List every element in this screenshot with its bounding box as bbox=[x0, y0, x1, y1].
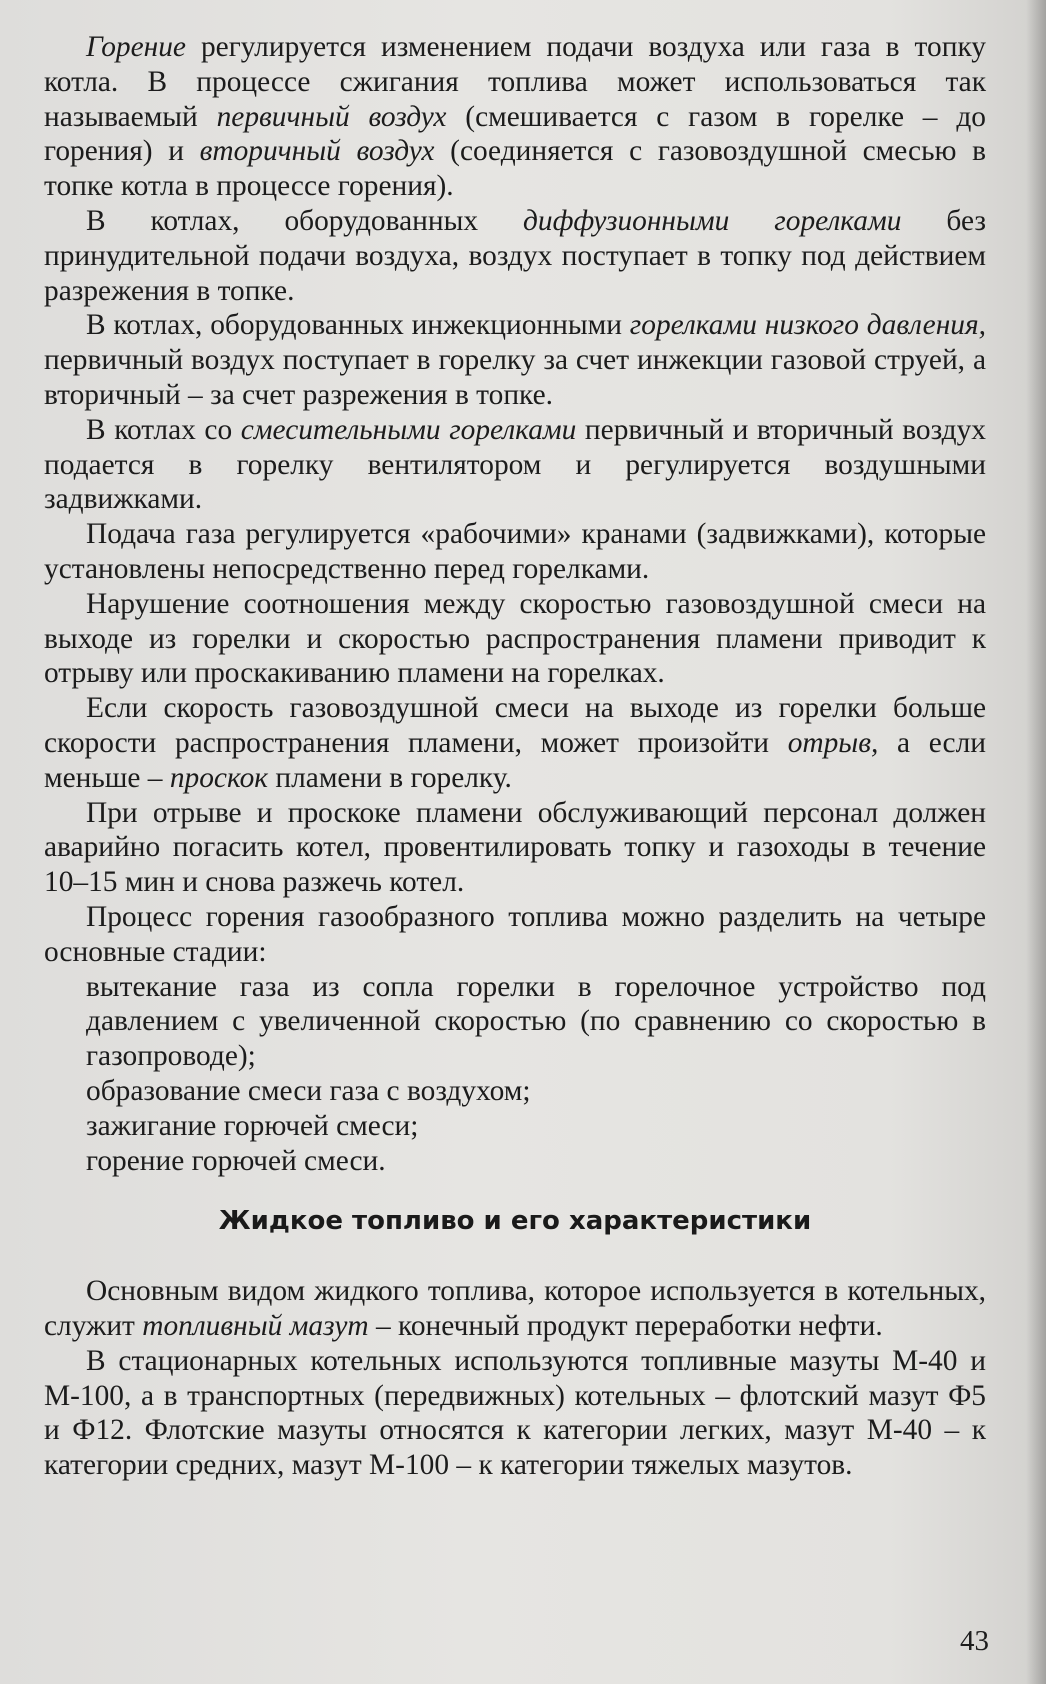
text-segment: Если скорость газовоздушной смеси на выходе из горелки больше скорости распространения пламени, может произойти bbox=[44, 692, 986, 759]
paragraph-mixing-burners bbox=[44, 413, 986, 517]
text-segment: – конечный продукт переработки нефти. bbox=[368, 1310, 883, 1343]
page-edge-shadow bbox=[1026, 0, 1046, 1684]
page-text bbox=[44, 30, 986, 1483]
text-segment: а если меньше – bbox=[44, 726, 986, 794]
paragraph-gas-supply: Подача газа регулируется «рабочими» кранами (задвижками), которые установлены непосредственно перед горелками. bbox=[44, 518, 986, 585]
text-segment: В котлах, оборудованных инжекционными bbox=[86, 309, 630, 342]
page-number: 43 bbox=[960, 1625, 989, 1657]
term-low-pressure-burners: горелками низкого давления, bbox=[629, 309, 986, 342]
stage-item-ignition: зажигание горючей смеси; bbox=[86, 1109, 419, 1142]
stage-item-outflow: вытекание газа из сопла горелки в горелочное устройство под давлением с увеличенной скоростью (по сравнению со скоростью в газопроводе); bbox=[86, 970, 986, 1073]
term-flashback: проскок bbox=[169, 761, 269, 794]
stage-item-mixing: образование смеси газа с воздухом; bbox=[86, 1074, 531, 1107]
paragraph-ratio-violation: Нарушение соотношения между скоростью газовоздушной смеси на выходе из горелки и скоростью распространения пламени приводит к отрыву или проскакиванию пламени на горелках. bbox=[44, 587, 986, 690]
text-segment: пламени в горелку. bbox=[268, 761, 512, 794]
paragraph-stages-intro: Процесс горения газообразного топлива можно разделить на четыре основные стадии: bbox=[44, 900, 986, 968]
text-segment: В котлах со bbox=[86, 413, 241, 446]
text-segment: (смешивается с газом в горелке – до горения) и bbox=[44, 100, 986, 168]
term-fuel-oil: топливный мазут bbox=[142, 1310, 369, 1343]
section-heading: Жидкое топливо и его характеристики bbox=[218, 1206, 812, 1237]
text-segment: без принудительной подачи воздуха, воздух поступает в топку под действием разрежения в топке. bbox=[44, 204, 986, 307]
paragraph-oil-grades: В стационарных котельных используются топливные мазуты М-40 и М-100, а в транспортных (передвижных) котельных – флотский мазут Ф5 и Ф12. Флотские мазуты относятся к категории легких, мазут М-40 – к категории средних, мазут М-100 – к категории тяжелых мазутов. bbox=[44, 1344, 986, 1482]
paragraph-combustion bbox=[44, 30, 986, 204]
paragraph-emergency: При отрыве и проскоке пламени обслуживающий персонал должен аварийно погасить котел, провентилировать топку и газоходы в течение 10–15 мин и снова разжечь котел. bbox=[44, 796, 986, 899]
text-segment: первичный и вторичный воздух подается в горелку вентилятором и регулируется воздушными задвижками. bbox=[44, 413, 986, 516]
term-mixing-burners: смесительными горелками bbox=[240, 413, 577, 446]
text-segment: первичный воздух поступает в горелку за счет инжекции газовой струей, а вторичный – за счет разрежения в топке. bbox=[44, 344, 986, 411]
paragraph-low-pressure-burners bbox=[44, 308, 986, 412]
text-segment: регулируется изменением подачи воздуха или газа в топку котла. В процессе сжигания топлива может использоваться так называемый bbox=[44, 31, 986, 133]
text-segment: В котлах, оборудованных bbox=[86, 204, 523, 237]
term-primary-air: первичный воздух bbox=[216, 100, 447, 133]
paragraph-fuel-oil bbox=[44, 1274, 986, 1344]
term-combustion: Горение bbox=[86, 31, 186, 63]
text-segment: Основным видом жидкого топлива, которое используется в котельных, служит bbox=[44, 1275, 986, 1343]
term-separation: отрыв, bbox=[787, 726, 879, 759]
term-secondary-air: вторичный воздух bbox=[199, 135, 435, 168]
term-diffusion-burners: диффузионными горелками bbox=[523, 204, 902, 237]
paragraph-diffusion-burners bbox=[44, 204, 986, 308]
stage-item-burning: горение горючей смеси. bbox=[86, 1144, 386, 1177]
paragraph-separation-flashback bbox=[44, 691, 986, 795]
text-segment: (соединяется с газовоздушной смесью в топке котла в процессе горения). bbox=[44, 135, 986, 203]
